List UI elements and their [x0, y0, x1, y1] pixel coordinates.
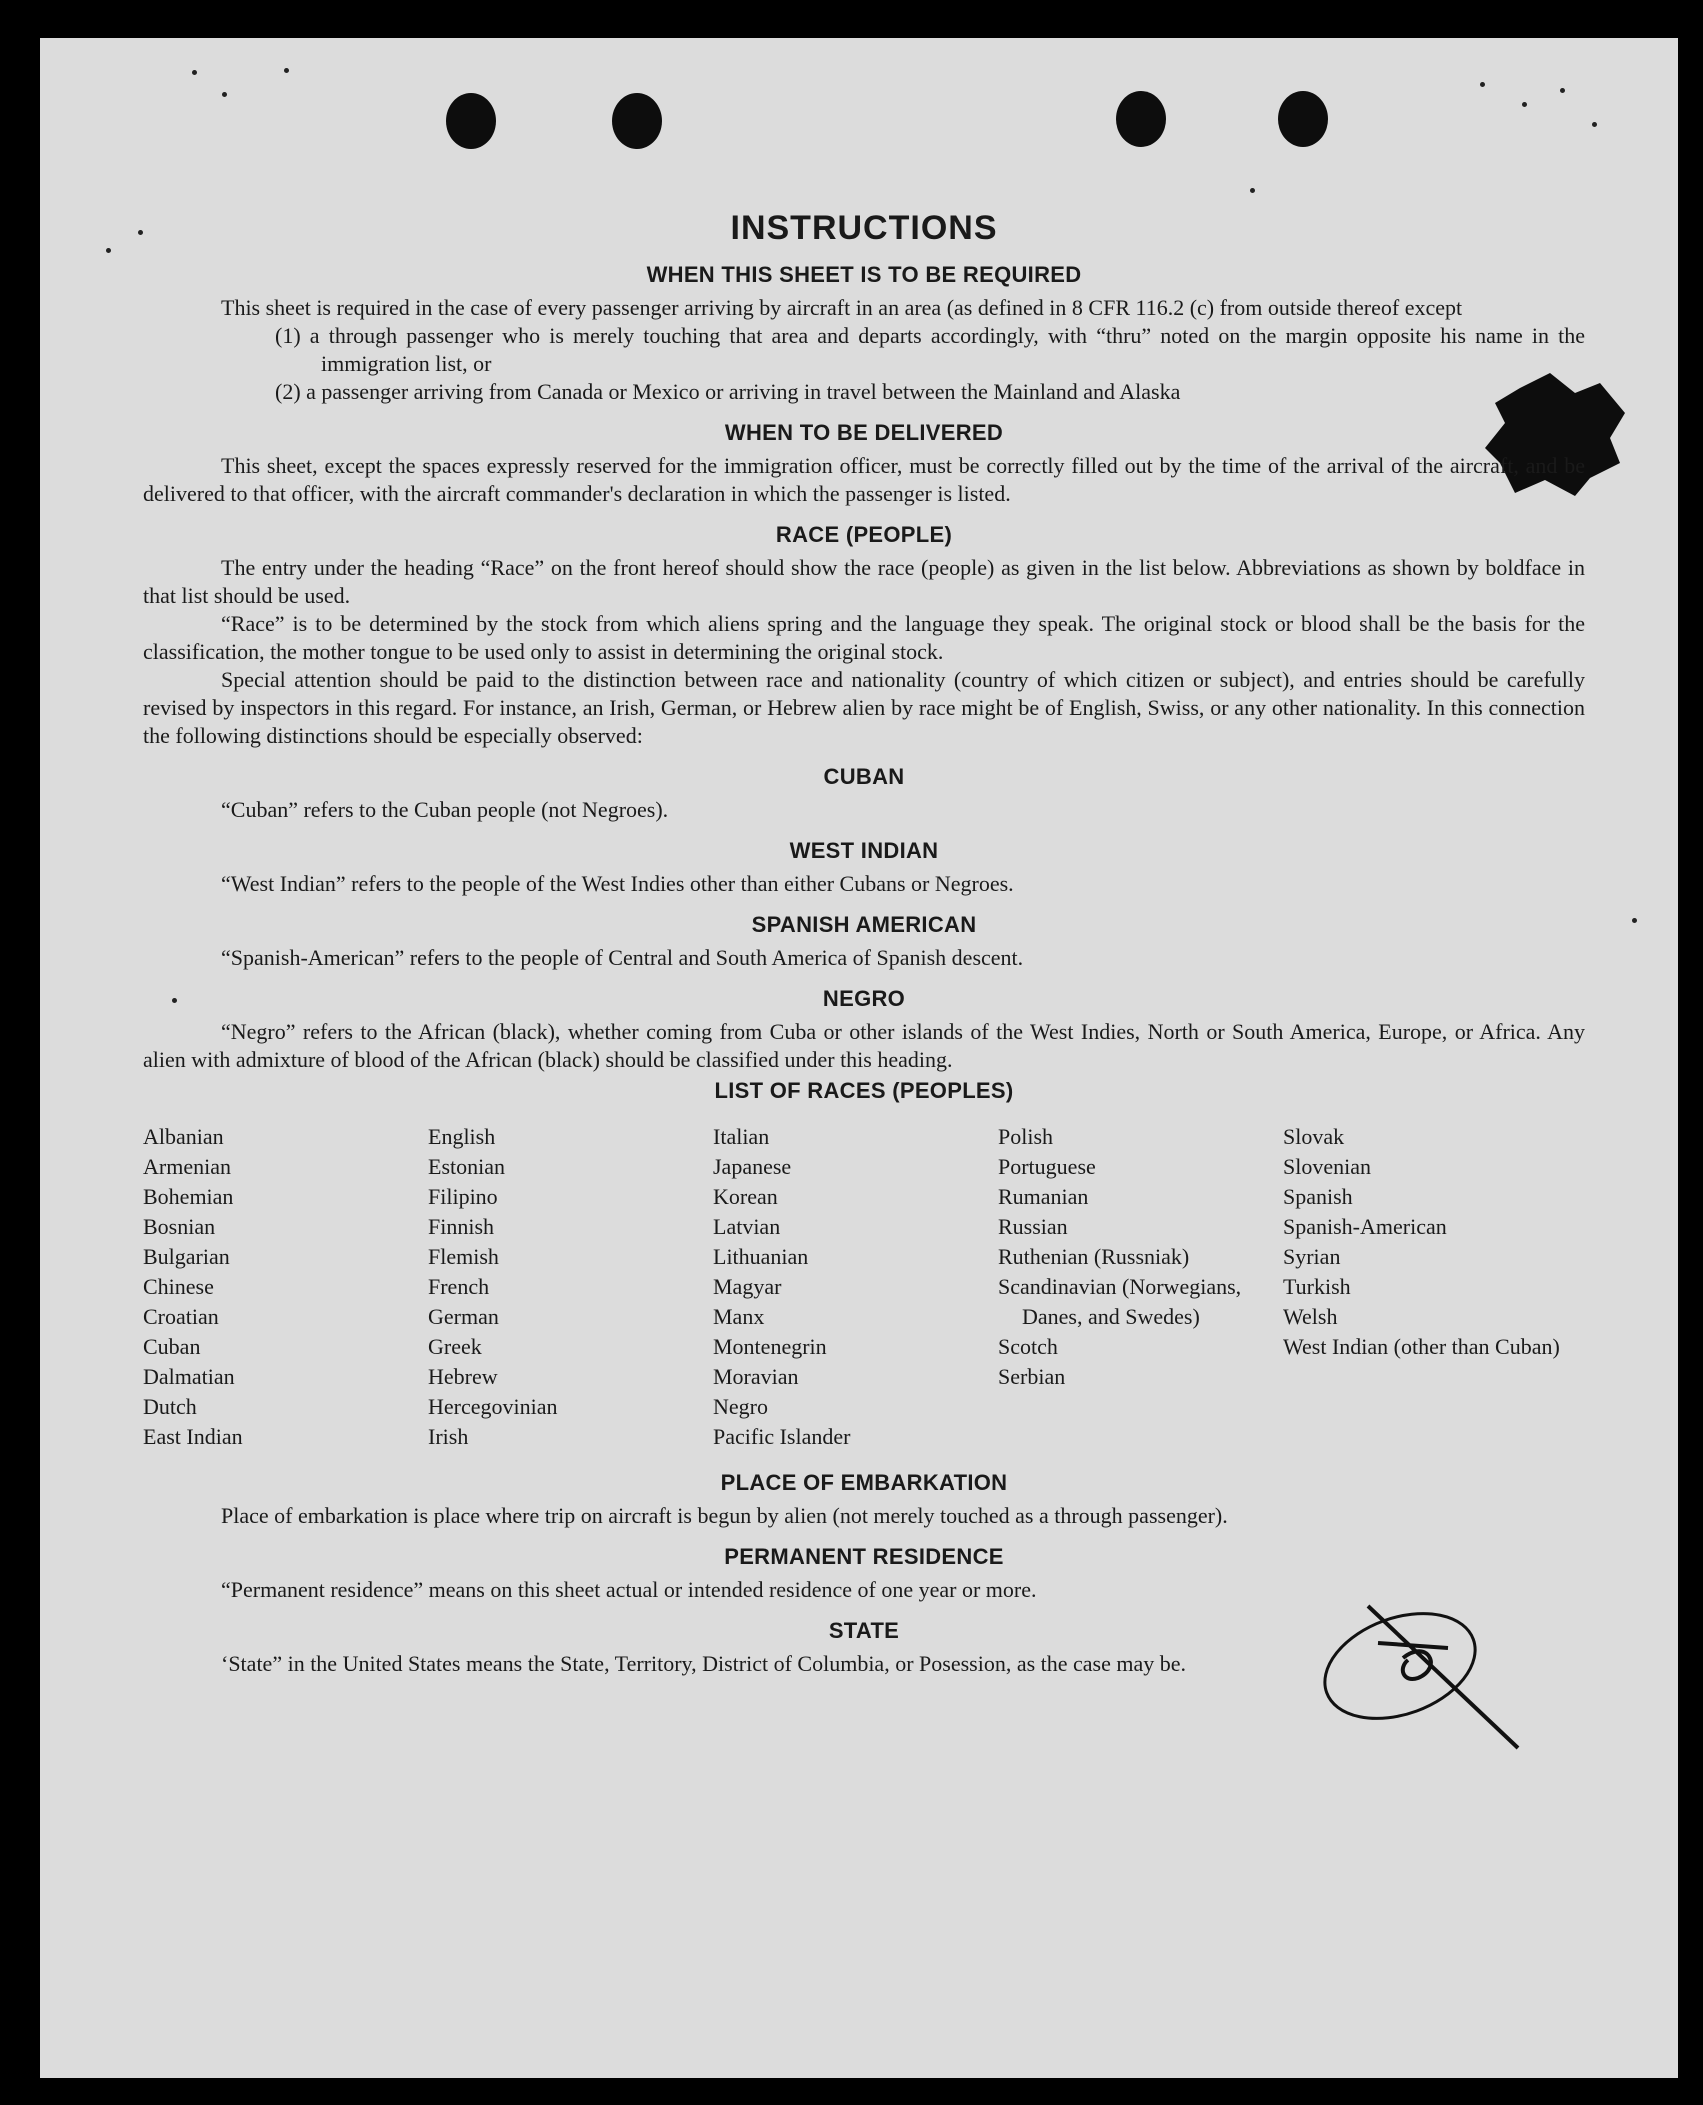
- race-item: Dalmatian: [143, 1364, 235, 1389]
- races-column: [713, 1122, 998, 1452]
- race-item: Latvian: [713, 1214, 781, 1239]
- race-item: Finnish: [428, 1214, 495, 1239]
- paragraph: “Negro” refers to the African (black), whether coming from Cuba or other islands of the West Indies, North or South America, Europe, or Africa. Any alien with admixture of blood of the African (black) should be classified under this heading.: [143, 1019, 1585, 1072]
- race-item: Slovenian: [1283, 1154, 1371, 1179]
- speck: [1480, 82, 1485, 87]
- speck: [192, 70, 197, 75]
- race-item: Flemish: [428, 1244, 499, 1269]
- punch-hole: [612, 93, 662, 149]
- race-item: West Indian (other than Cuban): [1283, 1334, 1560, 1359]
- section-heading: PERMANENT RESIDENCE: [724, 1544, 1004, 1569]
- race-item: Bosnian: [143, 1214, 216, 1239]
- race-item: East Indian: [143, 1424, 243, 1449]
- race-item: Slovak: [1283, 1124, 1345, 1149]
- paragraph: Place of embarkation is place where trip on aircraft is begun by alien (not merely touched as a through passenger).: [221, 1503, 1228, 1528]
- races-column: [143, 1122, 428, 1452]
- race-item: Estonian: [428, 1154, 505, 1179]
- speck: [222, 92, 227, 97]
- page-title: INSTRUCTIONS: [730, 209, 998, 247]
- race-item: Filipino: [428, 1184, 498, 1209]
- paragraph: “Race” is to be determined by the stock from which aliens spring and the language they speak. The original stock or blood shall be the basis for the classification, the mother tongue to be used only to assist in determining the original stock.: [143, 611, 1585, 664]
- race-item: Bohemian: [143, 1184, 234, 1209]
- race-item: Croatian: [143, 1304, 219, 1329]
- section-heading: WHEN TO BE DELIVERED: [724, 420, 1004, 445]
- race-item: English: [428, 1124, 496, 1149]
- race-item: Spanish-American: [1283, 1214, 1447, 1239]
- race-item: Hercegovinian: [428, 1394, 558, 1419]
- speck: [1632, 918, 1637, 923]
- punch-hole: [1278, 91, 1328, 147]
- document-page: [40, 38, 1678, 2078]
- section-heading: WHEN THIS SHEET IS TO BE REQUIRED: [646, 262, 1082, 287]
- race-item: Montenegrin: [713, 1334, 827, 1359]
- race-item: Korean: [713, 1184, 778, 1209]
- race-item: Portuguese: [998, 1154, 1096, 1179]
- race-item: Scandinavian (Norwegians, Danes, and Swedes): [998, 1274, 1242, 1329]
- list-item: (1) a through passenger who is merely touching that area and departs accordingly, with “thru” noted on the margin opposite his name in the immigration list, or: [275, 323, 1585, 376]
- paragraph: ‘State” in the United States means the State, Territory, District of Columbia, or Posession, as the case may be.: [221, 1651, 1187, 1676]
- punch-hole: [1116, 91, 1166, 147]
- race-item: Pacific Islander: [713, 1424, 851, 1449]
- instructions-content: [143, 173, 1585, 1678]
- race-item: Welsh: [1283, 1304, 1338, 1329]
- races-column: [1283, 1122, 1568, 1452]
- race-item: German: [428, 1304, 499, 1329]
- race-item: Albanian: [143, 1124, 224, 1149]
- races-column: [428, 1122, 713, 1452]
- race-item: Negro: [713, 1394, 768, 1419]
- race-item: Rumanian: [998, 1184, 1089, 1209]
- punch-hole: [446, 93, 496, 149]
- paragraph: “Permanent residence” means on this sheet actual or intended residence of one year or more.: [221, 1577, 1037, 1602]
- race-item: Hebrew: [428, 1364, 498, 1389]
- speck: [1522, 102, 1527, 107]
- race-item: Scotch: [998, 1334, 1058, 1359]
- paragraph: “Cuban” refers to the Cuban people (not Negroes).: [221, 797, 669, 822]
- section-heading: CUBAN: [823, 764, 905, 789]
- list-item: (2) a passenger arriving from Canada or Mexico or arriving in travel between the Mainland and Alaska: [275, 379, 1181, 404]
- paragraph: Special attention should be paid to the distinction between race and nationality (country of which citizen or subject), and entries should be carefully revised by inspectors in this regard. For instance, an Irish, German, or Hebrew alien by race might be of English, Swiss, or any other nationality. In this connection the following distinctions should be especially observed:: [143, 667, 1585, 748]
- race-item: Irish: [428, 1424, 469, 1449]
- section-heading: NEGRO: [822, 986, 906, 1011]
- races-column: [998, 1122, 1283, 1452]
- section-heading: RACE (PEOPLE): [775, 522, 953, 547]
- race-item: French: [428, 1274, 490, 1299]
- speck: [106, 248, 111, 253]
- speck: [284, 68, 289, 73]
- section-heading: LIST OF RACES (PEOPLES): [714, 1078, 1014, 1103]
- paragraph: The entry under the heading “Race” on the front hereof should show the race (people) as given in the list below. Abbreviations as shown by boldface in that list should be used.: [143, 555, 1585, 608]
- speck: [1560, 88, 1565, 93]
- paragraph: “West Indian” refers to the people of the West Indies other than either Cubans or Negroes.: [221, 871, 1014, 896]
- race-item: Dutch: [143, 1394, 197, 1419]
- race-item: Moravian: [713, 1364, 799, 1389]
- paragraph: “Spanish-American” refers to the people of Central and South America of Spanish descent.: [221, 945, 1024, 970]
- race-item: Syrian: [1283, 1244, 1341, 1269]
- race-item: Serbian: [998, 1364, 1066, 1389]
- race-item: Lithuanian: [713, 1244, 809, 1269]
- race-item: Chinese: [143, 1274, 214, 1299]
- handwritten-mark: [1308, 1588, 1528, 1758]
- race-item: Manx: [713, 1304, 765, 1329]
- race-item: Russian: [998, 1214, 1068, 1239]
- race-item: Cuban: [143, 1334, 201, 1359]
- race-item: Spanish: [1283, 1184, 1353, 1209]
- race-item: Armenian: [143, 1154, 231, 1179]
- race-item: Italian: [713, 1124, 770, 1149]
- paragraph: This sheet is required in the case of every passenger arriving by aircraft in an area (as defined in 8 CFR 116.2 (c) from outside thereof except: [221, 295, 1463, 320]
- race-item: Magyar: [713, 1274, 782, 1299]
- section-heading: PLACE OF EMBARKATION: [720, 1470, 1008, 1495]
- section-heading: STATE: [828, 1618, 900, 1643]
- race-item: Bulgarian: [143, 1244, 230, 1269]
- races-list: [143, 1122, 1585, 1452]
- race-item: Polish: [998, 1124, 1054, 1149]
- race-item: Japanese: [713, 1154, 792, 1179]
- speck: [1592, 122, 1597, 127]
- section-heading: SPANISH AMERICAN: [751, 912, 977, 937]
- section-heading: WEST INDIAN: [789, 838, 939, 863]
- paragraph: This sheet, except the spaces expressly reserved for the immigration officer, must be correctly filled out by the time of the arrival of the aircraft, and be delivered to that officer, with the aircraft commander's declaration in which the passenger is listed.: [143, 453, 1585, 506]
- race-item: Greek: [428, 1334, 482, 1359]
- race-item: Turkish: [1283, 1274, 1351, 1299]
- race-item: Ruthenian (Russniak): [998, 1244, 1190, 1269]
